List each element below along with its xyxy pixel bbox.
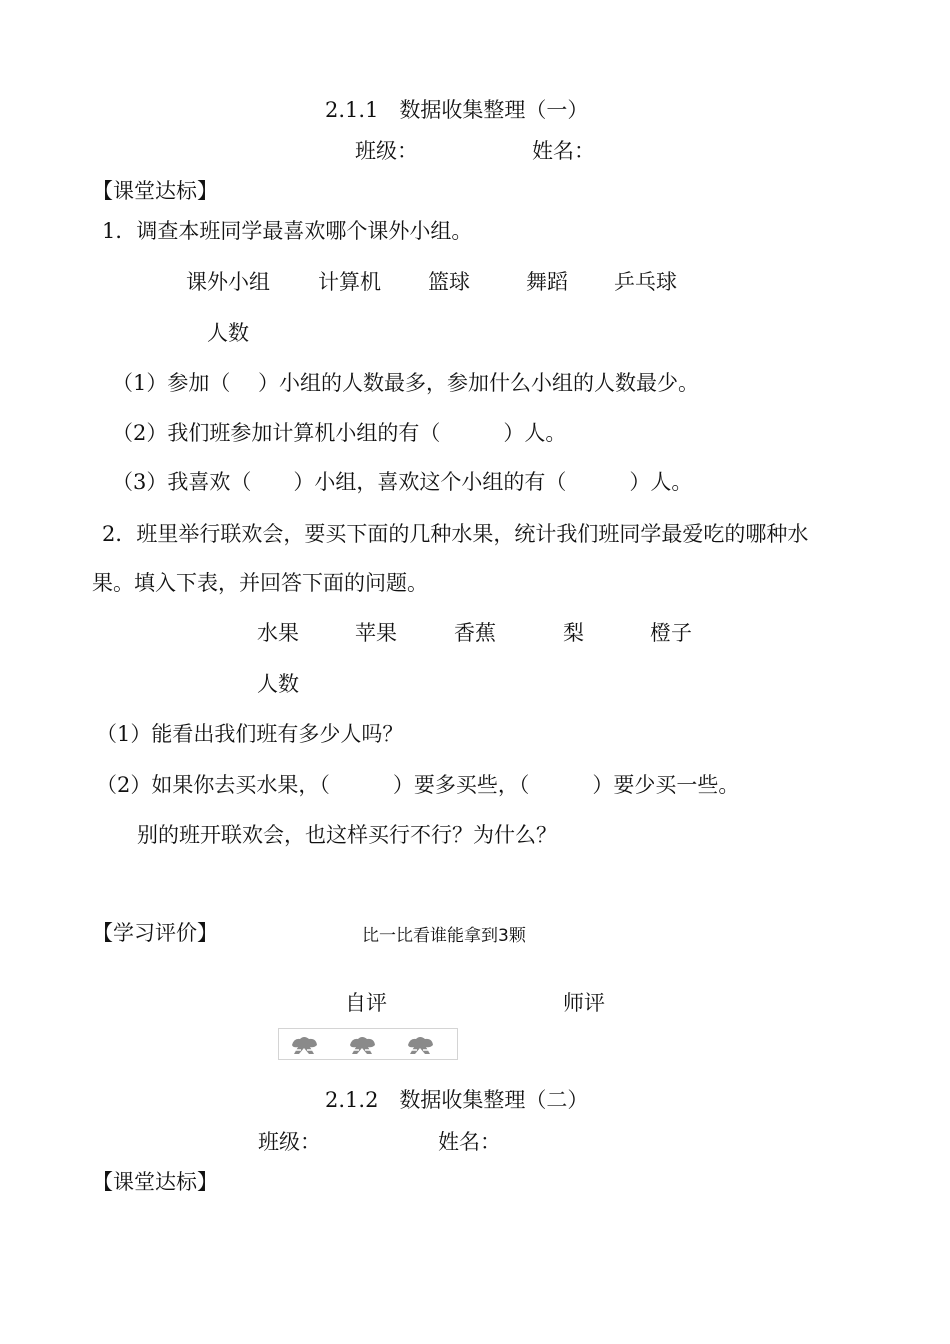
section-header-class-practice: 【课堂达标】 [92, 179, 218, 203]
question-2-sub-1: （1）能看出我们班有多少人吗？ [96, 722, 404, 746]
star-icon [345, 1033, 379, 1057]
class-label: 班级： [355, 139, 418, 163]
evaluation-prompt: 比一比看谁能拿到3颗 [362, 926, 526, 946]
section1-title: 2.1.1 数据收集整理（一） [325, 98, 589, 122]
name-label: 姓名： [532, 139, 595, 163]
question-1-sub-3: （3）我喜欢（ ）小组，喜欢这个小组的有（ ）人。 [112, 470, 693, 494]
table-col-header: 香蕉 [454, 621, 496, 645]
star-icon [403, 1033, 437, 1057]
question-1-sub-1: （1）参加（ ）小组的人数最多，参加什么小组的人数最少。 [112, 371, 700, 395]
table-col-header: 舞蹈 [526, 270, 568, 294]
table-col-header: 苹果 [355, 621, 397, 645]
table-count-label: 人数 [207, 321, 249, 345]
table-col-header: 乒乓球 [614, 270, 677, 294]
teacher-evaluation-label: 师评 [563, 991, 605, 1015]
self-evaluation-label: 自评 [345, 991, 387, 1015]
table-row-header: 水果 [257, 621, 299, 645]
table-col-header: 篮球 [428, 270, 470, 294]
question-1-text: 1．调查本班同学最喜欢哪个课外小组。 [102, 219, 473, 243]
section-header-evaluation: 【学习评价】 [92, 921, 218, 945]
name-label: 姓名： [438, 1130, 501, 1154]
star-icon [287, 1033, 321, 1057]
table-row-header: 课外小组 [186, 270, 270, 294]
question-2-line-2: 果。填入下表，并回答下面的问题。 [92, 571, 428, 595]
class-label: 班级： [258, 1130, 321, 1154]
section-header-class-practice: 【课堂达标】 [92, 1170, 218, 1194]
table-col-header: 计算机 [318, 270, 381, 294]
question-2-line-1: 2．班里举行联欢会，要买下面的几种水果，统计我们班同学最爱吃的哪种水 [102, 522, 809, 546]
question-2-sub-3: 别的班开联欢会，也这样买行不行？为什么？ [137, 823, 557, 847]
table-col-header: 橙子 [650, 621, 692, 645]
star-rating [278, 1028, 458, 1060]
question-2-sub-2: （2）如果你去买水果，（ ）要多买些，（ ）要少买一些。 [96, 773, 740, 797]
table-col-header: 梨 [563, 621, 584, 645]
table-count-label: 人数 [257, 672, 299, 696]
section2-title: 2.1.2 数据收集整理（二） [325, 1088, 589, 1112]
question-1-sub-2: （2）我们班参加计算机小组的有（ ）人。 [112, 421, 567, 445]
